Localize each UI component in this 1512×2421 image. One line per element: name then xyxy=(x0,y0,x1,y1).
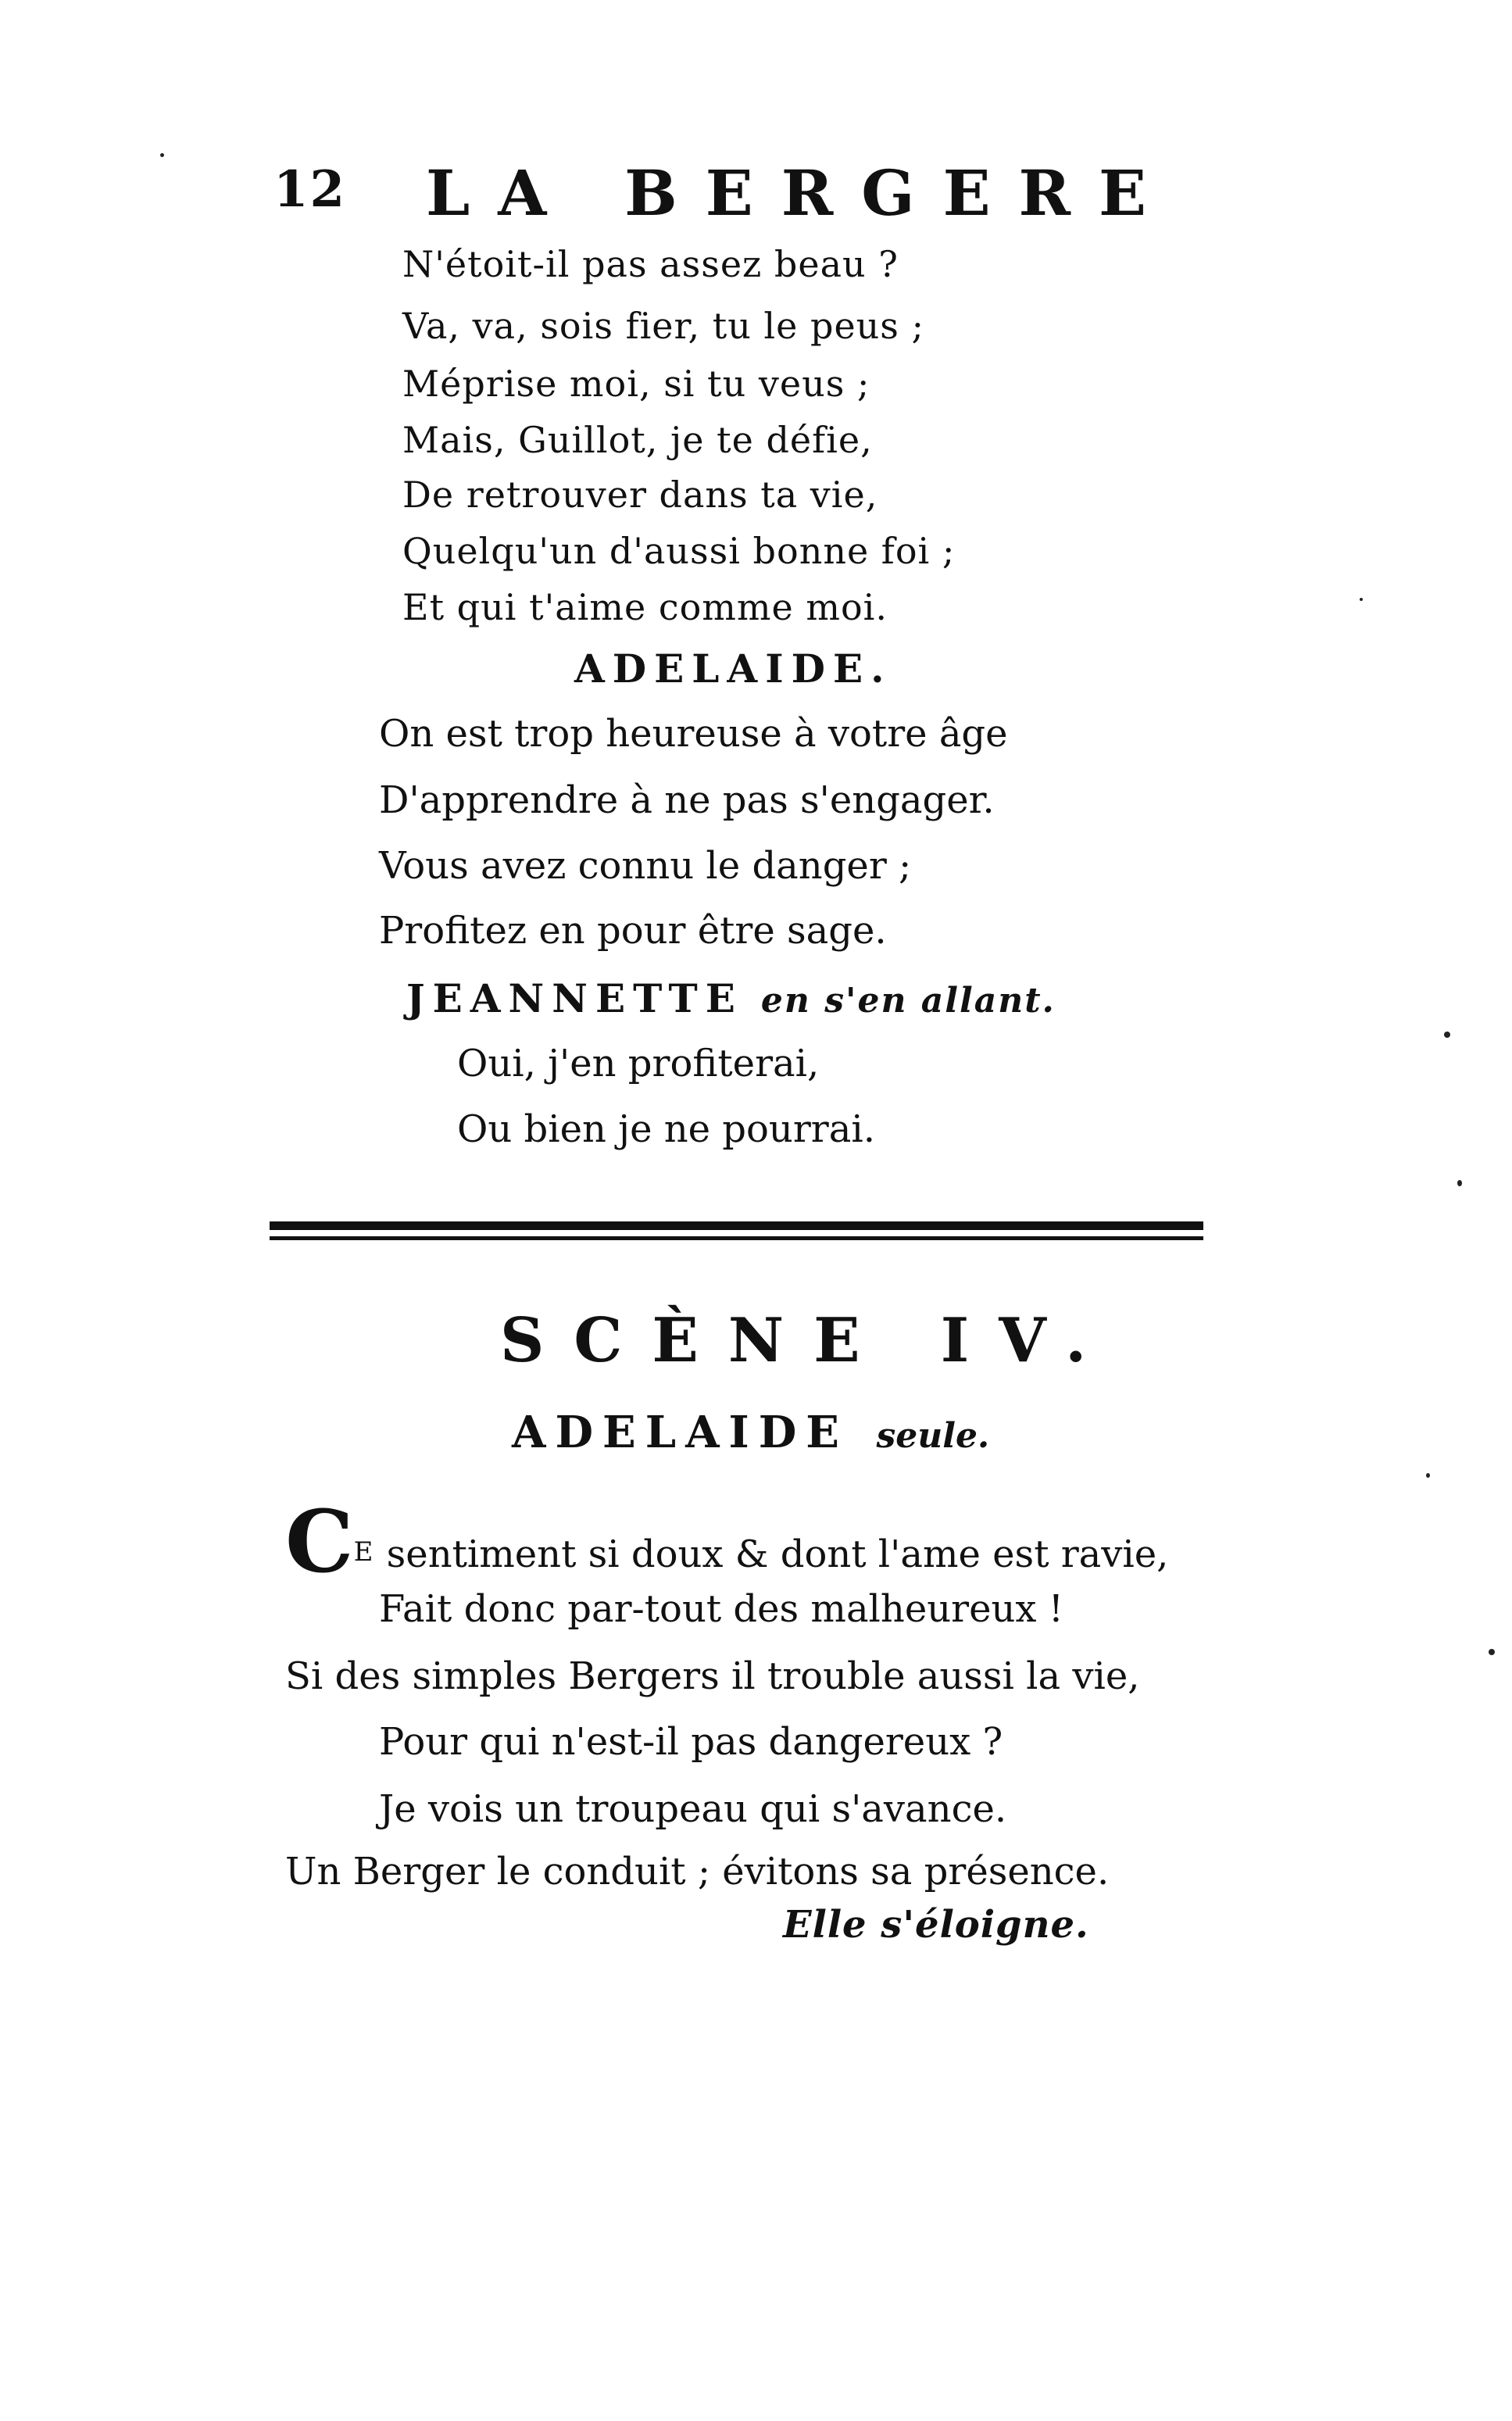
small-cap-letter: E xyxy=(353,1536,375,1568)
paper-speck xyxy=(1426,1473,1430,1478)
running-title: LA BERGERE xyxy=(426,156,1175,230)
section-rule-thick xyxy=(270,1221,1203,1230)
verse-line: Fait donc par-tout des malheureux ! xyxy=(379,1587,1064,1631)
verse-line: Vous avez connu le danger ; xyxy=(379,844,912,888)
verse-line: Ou bien je ne pourrai. xyxy=(457,1107,875,1151)
paper-speck xyxy=(1489,1649,1495,1655)
verse-line-first xyxy=(285,1491,1169,1592)
verse-line: Profitez en pour être sage. xyxy=(379,909,887,953)
speaker-name: ADELAIDE. xyxy=(574,645,892,692)
page-number: 12 xyxy=(273,160,347,219)
verse-line: D'apprendre à ne pas s'engager. xyxy=(379,778,995,822)
paper-speck xyxy=(160,153,164,157)
speaker-line xyxy=(406,975,1056,1021)
verse-line: De retrouver dans ta vie, xyxy=(402,474,878,516)
stage-direction: en s'en allant. xyxy=(760,981,1056,1021)
verse-line: Méprise moi, si tu veus ; xyxy=(402,363,870,405)
speaker-name: JEANNETTE xyxy=(406,975,743,1021)
stage-direction: seule. xyxy=(876,1416,990,1456)
verse-line: Un Berger le conduit ; évitons sa présence. xyxy=(285,1850,1110,1894)
verse-line: Va, va, sois fier, tu le peus ; xyxy=(402,305,925,347)
verse-line: Quelqu'un d'aussi bonne foi ; xyxy=(402,530,956,572)
verse-line: Et qui t'aime comme moi. xyxy=(402,586,888,628)
speaker-name: ADELAIDE xyxy=(512,1407,849,1458)
verse-line: Si des simples Bergers il trouble aussi la vie, xyxy=(285,1654,1140,1698)
verse-line: Oui, j'en profiterai, xyxy=(457,1042,820,1085)
verse-line: On est trop heureuse à votre âge xyxy=(379,712,1008,756)
paper-speck xyxy=(1360,598,1363,601)
drop-cap: C xyxy=(285,1491,354,1592)
verse-line: Pour qui n'est-il pas dangereux ? xyxy=(379,1720,1003,1764)
verse-text: sentiment si doux & dont l'ame est ravie, xyxy=(374,1532,1169,1576)
paper-speck xyxy=(1444,1032,1450,1038)
scene-speaker-line xyxy=(512,1407,989,1458)
section-rule-thin xyxy=(270,1236,1203,1240)
exit-stage-direction: Elle s'éloigne. xyxy=(783,1903,1089,1947)
verse-line: N'étoit-il pas assez beau ? xyxy=(402,243,899,285)
verse-line: Mais, Guillot, je te défie, xyxy=(402,419,873,461)
scene-title: SCÈNE IV. xyxy=(500,1305,1117,1376)
verse-line: Je vois un troupeau qui s'avance. xyxy=(379,1787,1007,1831)
paper-speck xyxy=(1457,1180,1462,1186)
